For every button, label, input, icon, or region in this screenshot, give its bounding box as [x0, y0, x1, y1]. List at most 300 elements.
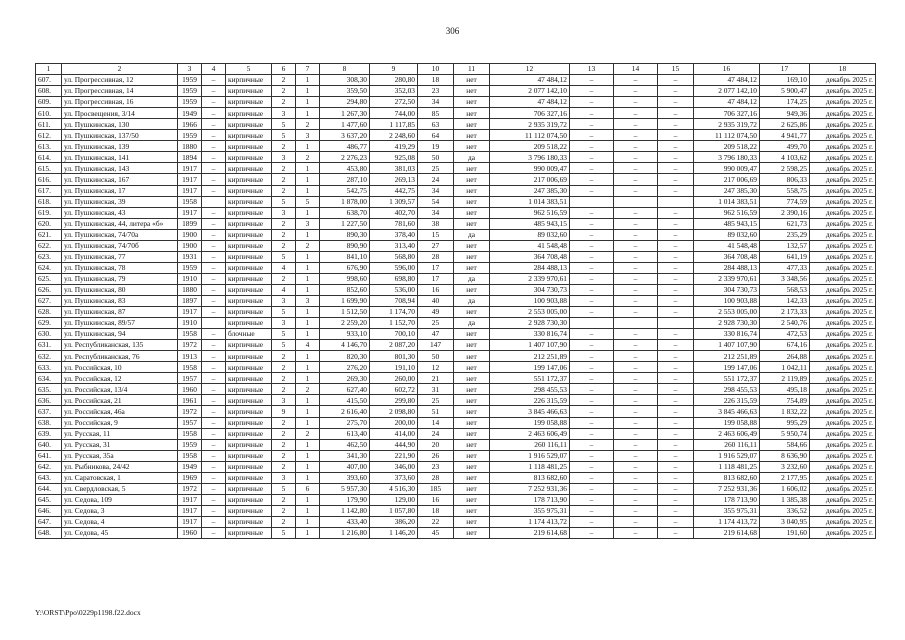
- cell-year-overhaul: –: [202, 86, 226, 97]
- cell-total-area: 1 477,60: [320, 119, 370, 130]
- cell-deadline: декабрь 2025 г.: [810, 86, 876, 97]
- cell-year-built: 1913: [178, 351, 202, 362]
- table-row: [36, 318, 876, 329]
- cell-deadline: декабрь 2025 г.: [810, 108, 876, 119]
- cell-total-cost: 2 339 970,61: [490, 273, 570, 284]
- cell-total-area: 2 276,23: [320, 152, 370, 163]
- cell-row-number: 613.: [36, 141, 62, 152]
- cell-cost-col-13: –: [570, 461, 614, 472]
- cell-living-area: 272,50: [370, 97, 418, 108]
- cell-unit-cost: 1 385,38: [760, 494, 810, 505]
- cell-address: ул. Республиканская, 135: [62, 340, 178, 351]
- cell-year-overhaul: –: [202, 340, 226, 351]
- cell-unit-cost: 235,29: [760, 229, 810, 240]
- cell-year-built: 1900: [178, 229, 202, 240]
- cell-total-area: 1 699,90: [320, 295, 370, 306]
- cell-total-area: 542,75: [320, 185, 370, 196]
- cell-address: ул. Российская, 10: [62, 362, 178, 373]
- cell-wall-material: кирпичные: [226, 406, 272, 417]
- cell-residents: 16: [418, 494, 454, 505]
- cell-residents: 185: [418, 483, 454, 494]
- cell-floors: 2: [272, 494, 296, 505]
- cell-cost-col-16: 2 077 142,10: [694, 86, 760, 97]
- cell-year-built: 1917: [178, 307, 202, 318]
- cell-wall-material: кирпичные: [226, 373, 272, 384]
- header-cell: 10: [418, 64, 454, 75]
- cell-living-area: 191,10: [370, 362, 418, 373]
- cell-year-overhaul: –: [202, 417, 226, 428]
- cell-living-area: 568,80: [370, 251, 418, 262]
- cell-address: ул. Российская, 21: [62, 395, 178, 406]
- cell-deadline: декабрь 2025 г.: [810, 527, 876, 538]
- cell-year-built: 1959: [178, 97, 202, 108]
- cell-cost-col-16: 1 014 383,51: [694, 196, 760, 207]
- cell-total-cost: 1 014 383,51: [490, 196, 570, 207]
- cell-living-area: 260,00: [370, 373, 418, 384]
- cell-residents: 17: [418, 262, 454, 273]
- cell-deadline: декабрь 2025 г.: [810, 428, 876, 439]
- table-row: [36, 141, 876, 152]
- cell-year-overhaul: [202, 318, 226, 329]
- cell-cost-col-16: 260 116,11: [694, 439, 760, 450]
- cell-cost-col-13: –: [570, 428, 614, 439]
- cell-cost-col-14: –: [614, 185, 658, 196]
- cell-heritage: нет: [454, 472, 490, 483]
- cell-residents: 14: [418, 417, 454, 428]
- cell-cost-col-16: 212 251,89: [694, 351, 760, 362]
- cell-heritage: да: [454, 152, 490, 163]
- cell-living-area: 1 117,85: [370, 119, 418, 130]
- header-cell: 2: [62, 64, 178, 75]
- cell-row-number: 621.: [36, 229, 62, 240]
- cell-heritage: нет: [454, 461, 490, 472]
- cell-row-number: 614.: [36, 152, 62, 163]
- cell-total-cost: 100 903,88: [490, 295, 570, 306]
- cell-floors: 2: [272, 141, 296, 152]
- cell-address: ул. Русская, 31: [62, 439, 178, 450]
- cell-cost-col-15: –: [658, 174, 694, 185]
- cell-address: ул. Прогрессивная, 12: [62, 75, 178, 86]
- cell-cost-col-16: 89 032,60: [694, 229, 760, 240]
- cell-floors: 4: [272, 284, 296, 295]
- cell-unit-cost: 995,29: [760, 417, 810, 428]
- table-row: [36, 351, 876, 362]
- cell-unit-cost: 174,25: [760, 97, 810, 108]
- cell-deadline: декабрь 2025 г.: [810, 340, 876, 351]
- cell-cost-col-14: –: [614, 373, 658, 384]
- cell-residents: 31: [418, 384, 454, 395]
- cell-cost-col-14: –: [614, 141, 658, 152]
- cell-heritage: нет: [454, 284, 490, 295]
- cell-cost-col-15: –: [658, 295, 694, 306]
- cell-year-built: 1972: [178, 483, 202, 494]
- cell-year-overhaul: –: [202, 406, 226, 417]
- cell-floors: 2: [272, 218, 296, 229]
- cell-residents: 50: [418, 351, 454, 362]
- cell-year-built: 1959: [178, 439, 202, 450]
- cell-year-built: 1917: [178, 185, 202, 196]
- cell-unit-cost: 495,18: [760, 384, 810, 395]
- cell-cost-col-15: –: [658, 307, 694, 318]
- cell-cost-col-14: –: [614, 86, 658, 97]
- cell-deadline: декабрь 2025 г.: [810, 240, 876, 251]
- cell-address: ул. Пушкинская, 77: [62, 251, 178, 262]
- cell-year-built: 1957: [178, 417, 202, 428]
- cell-cost-col-16: 813 682,60: [694, 472, 760, 483]
- cell-total-area: 676,90: [320, 262, 370, 273]
- cell-cost-col-13: –: [570, 273, 614, 284]
- table-row: [36, 395, 876, 406]
- cell-row-number: 631.: [36, 340, 62, 351]
- cell-living-area: 352,03: [370, 86, 418, 97]
- cell-total-area: 3 637,20: [320, 130, 370, 141]
- cell-deadline: декабрь 2025 г.: [810, 395, 876, 406]
- cell-year-overhaul: –: [202, 307, 226, 318]
- cell-year-built: 1931: [178, 251, 202, 262]
- cell-wall-material: кирпичные: [226, 163, 272, 174]
- cell-cost-col-15: –: [658, 450, 694, 461]
- cell-total-cost: 330 816,74: [490, 329, 570, 340]
- cell-row-number: 637.: [36, 406, 62, 417]
- cell-unit-cost: 5 950,74: [760, 428, 810, 439]
- page-number: 306: [445, 26, 460, 36]
- cell-living-area: 1 152,70: [370, 318, 418, 329]
- cell-living-area: 346,00: [370, 461, 418, 472]
- table-row: [36, 373, 876, 384]
- header-cell: 18: [810, 64, 876, 75]
- cell-deadline: декабрь 2025 г.: [810, 75, 876, 86]
- cell-deadline: декабрь 2025 г.: [810, 417, 876, 428]
- cell-cost-col-15: –: [658, 218, 694, 229]
- cell-deadline: декабрь 2025 г.: [810, 218, 876, 229]
- cell-residents: 34: [418, 207, 454, 218]
- table-row: [36, 505, 876, 516]
- cell-unit-cost: 558,75: [760, 185, 810, 196]
- cell-cost-col-13: –: [570, 86, 614, 97]
- cell-cost-col-13: –: [570, 185, 614, 196]
- cell-year-overhaul: –: [202, 295, 226, 306]
- cell-heritage: да: [454, 273, 490, 284]
- cell-total-area: 2 616,40: [320, 406, 370, 417]
- cell-residents: 85: [418, 108, 454, 119]
- cell-year-overhaul: –: [202, 273, 226, 284]
- cell-row-number: 625.: [36, 273, 62, 284]
- cell-floors: 3: [272, 295, 296, 306]
- cell-living-area: 386,20: [370, 516, 418, 527]
- header-cell: 1: [36, 64, 62, 75]
- cell-floors: 5: [272, 483, 296, 494]
- header-cell: 6: [272, 64, 296, 75]
- cell-cost-col-13: –: [570, 406, 614, 417]
- cell-cost-col-16: 3 796 180,33: [694, 152, 760, 163]
- cell-unit-cost: 132,57: [760, 240, 810, 251]
- cell-cost-col-14: –: [614, 351, 658, 362]
- cell-address: ул. Свердловская, 5: [62, 483, 178, 494]
- cell-wall-material: кирпичные: [226, 505, 272, 516]
- cell-unit-cost: 1 042,11: [760, 362, 810, 373]
- cell-total-cost: 11 112 074,50: [490, 130, 570, 141]
- cell-year-overhaul: –: [202, 351, 226, 362]
- cell-cost-col-14: –: [614, 362, 658, 373]
- header-cell: 12: [490, 64, 570, 75]
- cell-row-number: 630.: [36, 329, 62, 340]
- cell-deadline: декабрь 2025 г.: [810, 351, 876, 362]
- cell-year-overhaul: –: [202, 527, 226, 538]
- cell-year-built: 1917: [178, 207, 202, 218]
- cell-living-area: 2 087,20: [370, 340, 418, 351]
- cell-address: ул. Пушкинская, 139: [62, 141, 178, 152]
- cell-cost-col-13: –: [570, 373, 614, 384]
- cell-row-number: 609.: [36, 97, 62, 108]
- cell-wall-material: кирпичные: [226, 295, 272, 306]
- table-row: [36, 174, 876, 185]
- cell-cost-col-13: –: [570, 174, 614, 185]
- cell-total-cost: 3 796 180,33: [490, 152, 570, 163]
- cell-year-overhaul: –: [202, 185, 226, 196]
- cell-cost-col-16: 178 713,90: [694, 494, 760, 505]
- cell-year-built: 1917: [178, 174, 202, 185]
- cell-residents: 18: [418, 505, 454, 516]
- cell-unit-cost: 4 103,62: [760, 152, 810, 163]
- cell-cost-col-14: –: [614, 340, 658, 351]
- cell-cost-col-13: –: [570, 152, 614, 163]
- cell-total-area: 462,50: [320, 439, 370, 450]
- cell-cost-col-16: 330 816,74: [694, 329, 760, 340]
- cell-cost-col-16: 11 112 074,50: [694, 130, 760, 141]
- cell-address: ул. Пушкинская, 17: [62, 185, 178, 196]
- cell-total-cost: 41 548,48: [490, 240, 570, 251]
- cell-residents: 45: [418, 527, 454, 538]
- table-row: [36, 417, 876, 428]
- cell-total-cost: 247 385,30: [490, 185, 570, 196]
- cell-cost-col-14: –: [614, 494, 658, 505]
- cell-unit-cost: 477,33: [760, 262, 810, 273]
- cell-cost-col-16: 199 058,88: [694, 417, 760, 428]
- cell-cost-col-16: 485 943,15: [694, 218, 760, 229]
- cell-cost-col-14: –: [614, 295, 658, 306]
- cell-entrances: 1: [296, 318, 320, 329]
- cell-residents: 24: [418, 428, 454, 439]
- cell-wall-material: кирпичные: [226, 86, 272, 97]
- cell-row-number: 623.: [36, 251, 62, 262]
- table-row: [36, 461, 876, 472]
- cell-entrances: 1: [296, 406, 320, 417]
- cell-year-overhaul: –: [202, 130, 226, 141]
- cell-cost-col-15: –: [658, 373, 694, 384]
- cell-cost-col-13: –: [570, 384, 614, 395]
- cell-deadline: декабрь 2025 г.: [810, 119, 876, 130]
- cell-cost-col-15: –: [658, 119, 694, 130]
- cell-unit-cost: 2 173,33: [760, 307, 810, 318]
- cell-wall-material: кирпичные: [226, 75, 272, 86]
- cell-entrances: 1: [296, 329, 320, 340]
- cell-total-cost: 551 172,37: [490, 373, 570, 384]
- cell-row-number: 611.: [36, 119, 62, 130]
- cell-row-number: 638.: [36, 417, 62, 428]
- cell-living-area: 1 057,80: [370, 505, 418, 516]
- cell-cost-col-13: –: [570, 75, 614, 86]
- cell-cost-col-16: 2 935 319,72: [694, 119, 760, 130]
- cell-heritage: нет: [454, 384, 490, 395]
- cell-year-built: 1957: [178, 373, 202, 384]
- cell-address: ул. Пушкинская, 39: [62, 196, 178, 207]
- cell-floors: 3: [272, 108, 296, 119]
- cell-deadline: декабрь 2025 г.: [810, 494, 876, 505]
- cell-year-overhaul: –: [202, 229, 226, 240]
- cell-entrances: 1: [296, 395, 320, 406]
- cell-floors: 9: [272, 406, 296, 417]
- cell-heritage: нет: [454, 395, 490, 406]
- cell-residents: 23: [418, 461, 454, 472]
- cell-floors: 2: [272, 373, 296, 384]
- cell-year-built: 1910: [178, 273, 202, 284]
- cell-cost-col-13: –: [570, 417, 614, 428]
- cell-row-number: 635.: [36, 384, 62, 395]
- cell-unit-cost: 2 390,16: [760, 207, 810, 218]
- cell-cost-col-15: –: [658, 395, 694, 406]
- cell-cost-col-16: 2 553 005,00: [694, 307, 760, 318]
- cell-unit-cost: 949,36: [760, 108, 810, 119]
- table-row: [36, 119, 876, 130]
- cell-heritage: нет: [454, 428, 490, 439]
- cell-cost-col-13: –: [570, 329, 614, 340]
- cell-cost-col-16: 2 339 970,61: [694, 273, 760, 284]
- cell-cost-col-16: 2 463 606,49: [694, 428, 760, 439]
- cell-total-area: 627,40: [320, 384, 370, 395]
- cell-cost-col-14: –: [614, 207, 658, 218]
- cell-cost-col-16: 355 975,31: [694, 505, 760, 516]
- cell-cost-col-14: [614, 196, 658, 207]
- cell-total-cost: 47 484,12: [490, 97, 570, 108]
- cell-deadline: декабрь 2025 г.: [810, 373, 876, 384]
- cell-floors: 3: [272, 318, 296, 329]
- cell-deadline: декабрь 2025 г.: [810, 163, 876, 174]
- header-cell: 15: [658, 64, 694, 75]
- cell-wall-material: кирпичные: [226, 251, 272, 262]
- cell-heritage: нет: [454, 251, 490, 262]
- cell-cost-col-13: –: [570, 218, 614, 229]
- cell-heritage: нет: [454, 108, 490, 119]
- header-cell: 8: [320, 64, 370, 75]
- cell-cost-col-15: –: [658, 75, 694, 86]
- cell-unit-cost: 3 040,95: [760, 516, 810, 527]
- cell-unit-cost: 2 625,86: [760, 119, 810, 130]
- cell-floors: 2: [272, 428, 296, 439]
- cell-year-built: 1960: [178, 527, 202, 538]
- cell-residents: 40: [418, 295, 454, 306]
- cell-year-built: 1960: [178, 384, 202, 395]
- cell-cost-col-15: –: [658, 251, 694, 262]
- cell-year-overhaul: –: [202, 75, 226, 86]
- table-row: [36, 340, 876, 351]
- cell-heritage: нет: [454, 417, 490, 428]
- cell-heritage: нет: [454, 307, 490, 318]
- cell-cost-col-14: –: [614, 240, 658, 251]
- cell-cost-col-16: 551 172,37: [694, 373, 760, 384]
- cell-floors: 2: [272, 273, 296, 284]
- cell-cost-col-16: 47 484,12: [694, 75, 760, 86]
- cell-total-cost: 219 614,68: [490, 527, 570, 538]
- cell-living-area: 781,60: [370, 218, 418, 229]
- cell-heritage: нет: [454, 527, 490, 538]
- cell-total-cost: 813 682,60: [490, 472, 570, 483]
- table-row: [36, 406, 876, 417]
- cell-cost-col-13: –: [570, 119, 614, 130]
- cell-row-number: 608.: [36, 86, 62, 97]
- cell-cost-col-15: –: [658, 351, 694, 362]
- cell-total-area: 998,60: [320, 273, 370, 284]
- cell-address: ул. Русская, 11: [62, 428, 178, 439]
- cell-total-cost: 199 058,88: [490, 417, 570, 428]
- cell-heritage: нет: [454, 373, 490, 384]
- cell-row-number: 607.: [36, 75, 62, 86]
- cell-year-overhaul: –: [202, 207, 226, 218]
- cell-cost-col-13: –: [570, 472, 614, 483]
- cell-floors: 4: [272, 262, 296, 273]
- cell-cost-col-15: [658, 318, 694, 329]
- cell-deadline: декабрь 2025 г.: [810, 505, 876, 516]
- cell-cost-col-15: –: [658, 97, 694, 108]
- cell-unit-cost: 2 540,76: [760, 318, 810, 329]
- cell-wall-material: кирпичные: [226, 307, 272, 318]
- cell-year-overhaul: –: [202, 395, 226, 406]
- cell-cost-col-15: –: [658, 207, 694, 218]
- cell-cost-col-16: 962 516,59: [694, 207, 760, 218]
- cell-cost-col-15: –: [658, 240, 694, 251]
- cell-floors: 5: [272, 527, 296, 538]
- cell-row-number: 624.: [36, 262, 62, 273]
- cell-deadline: декабрь 2025 г.: [810, 251, 876, 262]
- cell-deadline: декабрь 2025 г.: [810, 516, 876, 527]
- cell-floors: 2: [272, 384, 296, 395]
- cell-deadline: декабрь 2025 г.: [810, 130, 876, 141]
- cell-address: ул. Российская, 46а: [62, 406, 178, 417]
- cell-entrances: 2: [296, 152, 320, 163]
- cell-cost-col-16: 100 903,88: [694, 295, 760, 306]
- cell-entrances: 1: [296, 373, 320, 384]
- cell-year-overhaul: –: [202, 152, 226, 163]
- cell-cost-col-13: [570, 318, 614, 329]
- cell-floors: 5: [272, 251, 296, 262]
- cell-heritage: нет: [454, 97, 490, 108]
- cell-cost-col-15: –: [658, 439, 694, 450]
- cell-living-area: 402,70: [370, 207, 418, 218]
- cell-deadline: декабрь 2025 г.: [810, 185, 876, 196]
- cell-cost-col-14: –: [614, 307, 658, 318]
- cell-address: ул. Пушкинская, 137/50: [62, 130, 178, 141]
- cell-residents: 28: [418, 472, 454, 483]
- cell-floors: 2: [272, 450, 296, 461]
- cell-unit-cost: 774,59: [760, 196, 810, 207]
- cell-address: ул. Пушкинская, 43: [62, 207, 178, 218]
- cell-unit-cost: 191,60: [760, 527, 810, 538]
- cell-address: ул. Российская, 13/4: [62, 384, 178, 395]
- cell-heritage: нет: [454, 351, 490, 362]
- cell-row-number: 643.: [36, 472, 62, 483]
- cell-deadline: декабрь 2025 г.: [810, 384, 876, 395]
- cell-cost-col-15: –: [658, 329, 694, 340]
- cell-wall-material: кирпичные: [226, 395, 272, 406]
- cell-cost-col-16: 217 006,69: [694, 174, 760, 185]
- cell-deadline: декабрь 2025 г.: [810, 141, 876, 152]
- cell-living-area: 280,80: [370, 75, 418, 86]
- cell-living-area: 700,10: [370, 329, 418, 340]
- cell-unit-cost: 1 606,02: [760, 483, 810, 494]
- cell-cost-col-13: –: [570, 141, 614, 152]
- cell-residents: 34: [418, 185, 454, 196]
- table-row: [36, 472, 876, 483]
- cell-cost-col-16: 1 916 529,07: [694, 450, 760, 461]
